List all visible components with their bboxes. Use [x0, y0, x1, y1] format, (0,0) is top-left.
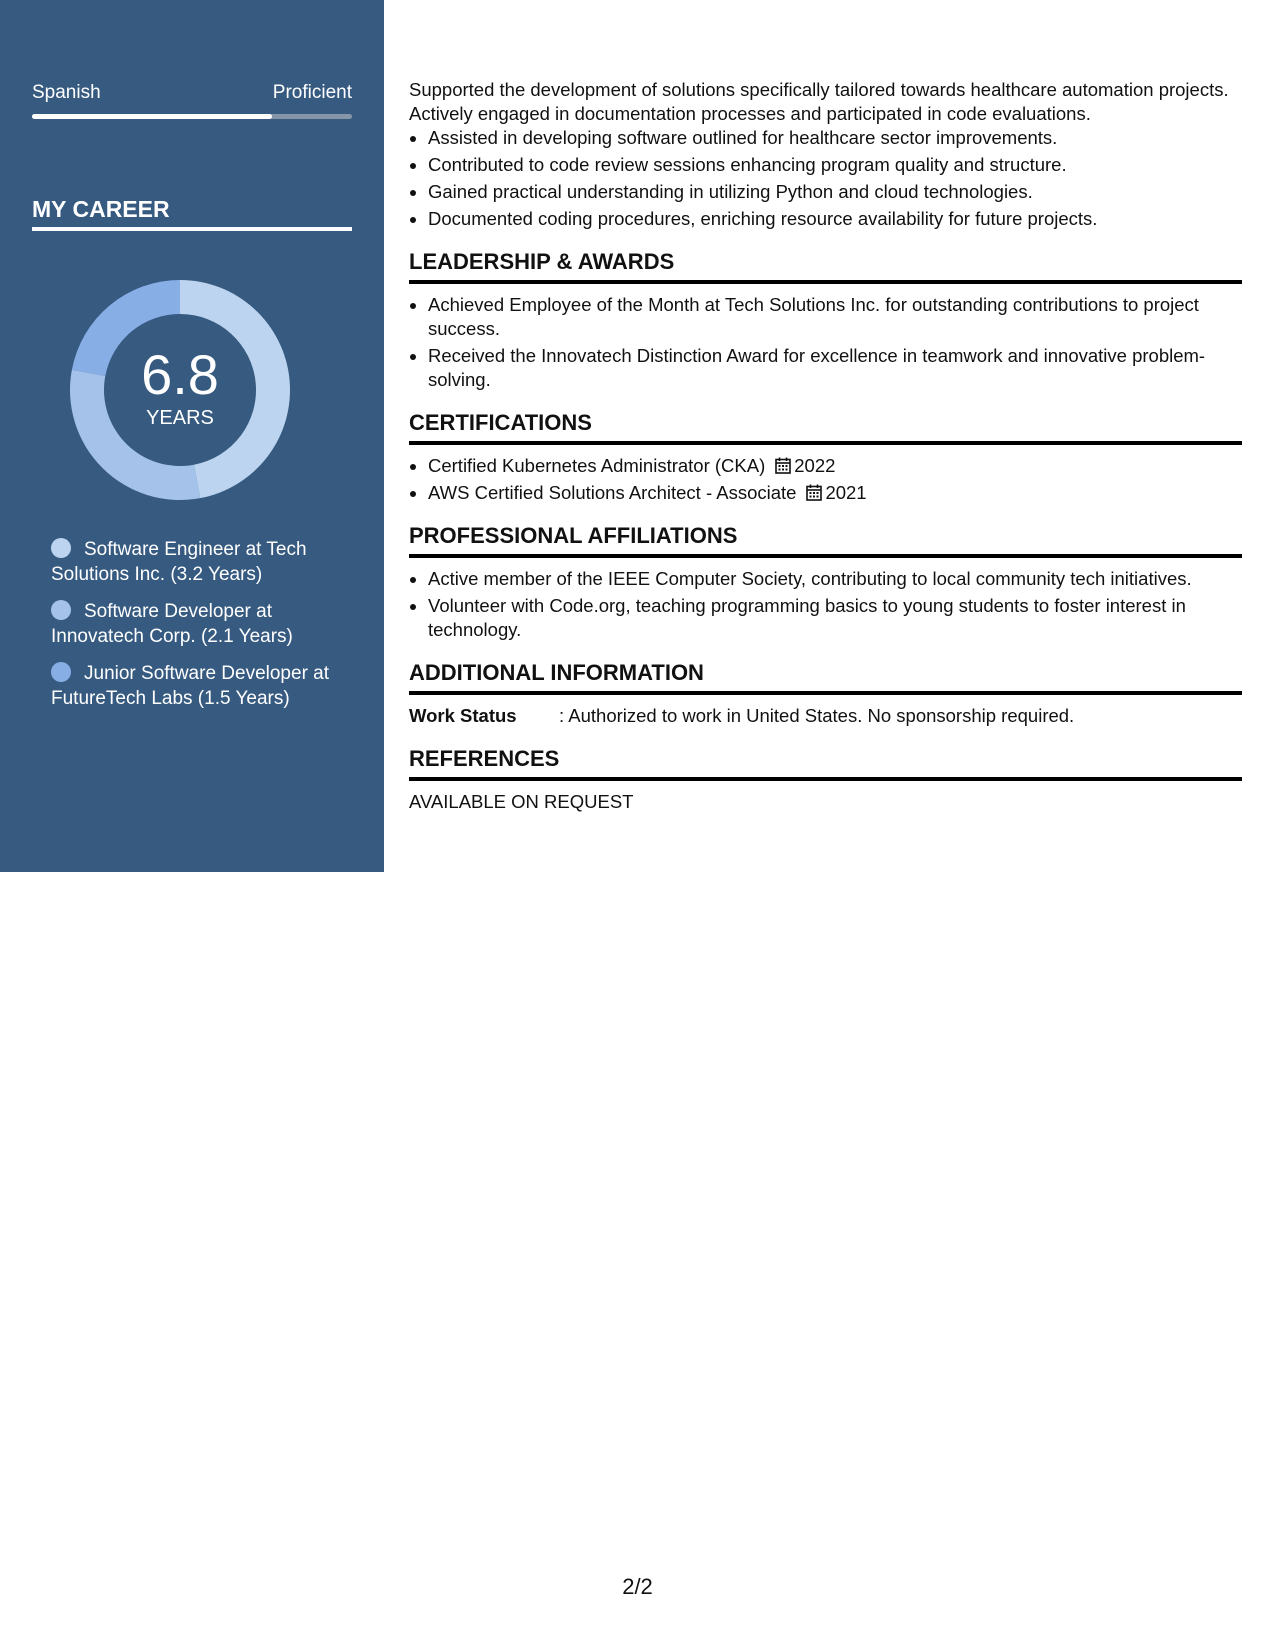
list-item: • Active member of the IEEE Computer Society, contributing to local community tech initiatives. — [428, 567, 1242, 591]
list-item — [428, 481, 1242, 505]
career-donut-chart — [65, 275, 295, 505]
language-level: Proficient — [272, 82, 352, 103]
legend-dot — [51, 600, 71, 620]
section-title: PROFESSIONAL AFFILIATIONS — [409, 523, 738, 548]
section-title: CERTIFICATIONS — [409, 410, 592, 435]
career-legend-label: Software Developer at Innovatech Corp. (2.1 Years) — [51, 601, 293, 647]
calendar-icon — [775, 457, 791, 474]
section-title: REFERENCES — [409, 746, 560, 771]
career-heading: MY CAREER — [32, 196, 170, 222]
work-status-value: : Authorized to work in United States. No sponsorship required. — [559, 705, 1075, 726]
list-item: • Assisted in developing software outlined for healthcare sector improvements. — [428, 126, 1242, 150]
section-rule — [409, 441, 1242, 445]
affiliations-list — [409, 567, 1242, 642]
certifications-list — [409, 454, 1242, 505]
references-section — [409, 745, 1242, 814]
language-proficiency-bar — [32, 114, 352, 119]
list-item: • Received the Innovatech Distinction Award for excellence in teamwork and innovative problem-solving. — [428, 344, 1242, 392]
main-content — [409, 78, 1242, 814]
career-total-value: 6.8 — [141, 342, 219, 406]
career-total-unit: YEARS — [146, 406, 214, 429]
list-item: • Gained practical understanding in utilizing Python and cloud technologies. — [428, 180, 1242, 204]
list-item: • Achieved Employee of the Month at Tech Solutions Inc. for outstanding contributions to project success. — [428, 293, 1242, 341]
section-rule — [409, 691, 1242, 695]
work-status-label: Work Status — [409, 705, 517, 726]
section-rule — [409, 777, 1242, 781]
career-heading-rule — [32, 227, 352, 231]
career-legend-item — [51, 661, 351, 711]
affiliations-section — [409, 522, 1242, 642]
list-item: • Contributed to code review sessions enhancing program quality and structure. — [428, 153, 1242, 177]
language-proficiency-fill — [32, 114, 272, 119]
additional-info-section — [409, 659, 1242, 728]
certification-year: 2022 — [794, 455, 836, 476]
career-legend-label: Junior Software Developer at FutureTech Labs (1.5 Years) — [51, 663, 330, 709]
list-item: • Volunteer with Code.org, teaching programming basics to young students to foster interest in technology. — [428, 594, 1242, 642]
section-rule — [409, 280, 1242, 284]
calendar-icon — [806, 484, 822, 501]
work-status-row — [409, 704, 1242, 728]
legend-dot — [51, 538, 71, 558]
page-number: 2/2 — [622, 1574, 653, 1599]
certification-year: 2021 — [825, 482, 867, 503]
career-legend-item — [51, 599, 351, 649]
list-item — [428, 454, 1242, 478]
leadership-section — [409, 248, 1242, 392]
career-legend-label: Software Engineer at Tech Solutions Inc. (3.2 Years) — [51, 539, 307, 585]
section-rule — [409, 554, 1242, 558]
language-row — [32, 82, 352, 104]
references-text: AVAILABLE ON REQUEST — [409, 791, 634, 812]
experience-bullets — [409, 126, 1242, 231]
career-legend-item — [51, 537, 351, 587]
certification-name: Certified Kubernetes Administrator (CKA) — [428, 455, 766, 476]
donut-center — [65, 275, 295, 505]
legend-dot — [51, 662, 71, 682]
section-title: ADDITIONAL INFORMATION — [409, 660, 704, 685]
certification-name: AWS Certified Solutions Architect - Associate — [428, 482, 797, 503]
section-title: LEADERSHIP & AWARDS — [409, 249, 675, 274]
language-name: Spanish — [32, 82, 101, 103]
list-item: • Documented coding procedures, enriching resource availability for future projects. — [428, 207, 1242, 231]
career-legend — [51, 537, 351, 723]
leadership-list — [409, 293, 1242, 392]
sidebar — [0, 0, 384, 872]
certifications-section — [409, 409, 1242, 505]
experience-summary: Supported the development of solutions specifically tailored towards healthcare automation projects. Actively engaged in documentation processes and participated in code evaluations. — [409, 79, 1229, 124]
